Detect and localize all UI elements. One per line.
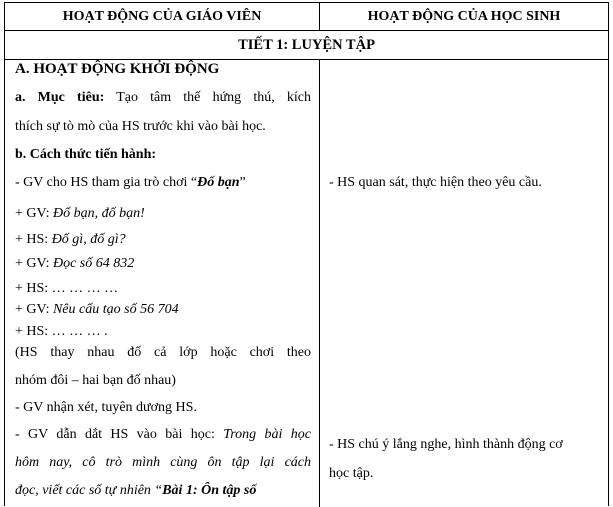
goal-line-2: thích sự tò mò của HS trước khi vào bài học.	[15, 119, 266, 134]
dialogue-line: + GV: Đọc số 64 832	[15, 256, 135, 271]
header-teacher-activity: HOẠT ĐỘNG CỦA GIÁO VIÊN	[62, 9, 262, 24]
dialogue-line: + HS: … … … …	[15, 281, 119, 296]
dialogue-line: + GV: Đố bạn, đố bạn!	[15, 206, 145, 221]
header-student-activity: HOẠT ĐỘNG CỦA HỌC SINH	[367, 9, 561, 24]
comment-line: - GV nhận xét, tuyên dương HS.	[15, 400, 197, 415]
lesson-table	[4, 2, 609, 506]
student-observe: - HS quan sát, thực hiện theo yêu cầu.	[329, 175, 542, 190]
note-line-1: (HS thay nhau đố cả lớp hoặc chơi theo	[15, 345, 311, 360]
goal-line-1: a. Mục tiêu: Tạo tâm thế hứng thú, kích	[15, 90, 311, 105]
lead-line-3: đọc, viết các số tự nhiên “Bài 1: Ôn tập số	[15, 483, 257, 498]
row-divider	[5, 59, 608, 60]
column-divider	[319, 3, 320, 507]
dialogue-line: + GV: Nêu cấu tạo số 56 704	[15, 302, 179, 317]
student-listen-line-2: học tập.	[329, 466, 374, 481]
game-instruction: - GV cho HS tham gia trò chơi “Đố bạn”	[15, 175, 246, 190]
method-title: b. Cách thức tiến hành:	[15, 147, 157, 162]
note-line-2: nhóm đôi – hai bạn đố nhau)	[15, 373, 176, 388]
lesson-title: TIẾT 1: LUYỆN TẬP	[5, 31, 608, 59]
student-listen-line-1: - HS chú ý lắng nghe, hình thành động cơ	[329, 437, 563, 452]
lead-line-1: - GV dẫn dắt HS vào bài học: Trong bài học	[15, 427, 312, 442]
dialogue-line: + HS: … … … .	[15, 324, 108, 339]
lead-line-2: hôm nay, cô trò mình cùng ôn tập lại cách	[15, 455, 311, 470]
dialogue-line: + HS: Đố gì, đố gì?	[15, 232, 126, 247]
section-title: A. HOẠT ĐỘNG KHỞI ĐỘNG	[15, 61, 220, 77]
